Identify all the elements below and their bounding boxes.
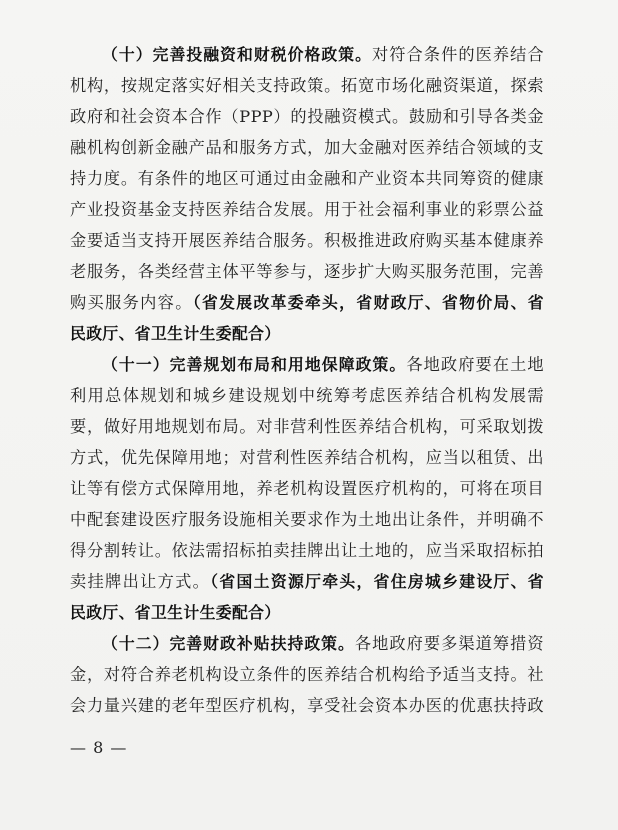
bold-text-segment: （十二）完善财政补贴扶持政策。 [102,634,355,653]
page-number: — 8 — [70,738,128,757]
bold-text-segment: 民政厅、省卫生计生委配合） [70,324,281,343]
text-segment: 利用总体规划和城乡建设规划中统筹考虑医养结合机构发展需 [70,386,544,405]
text-line [70,194,544,225]
text-segment: 金，对符合养老机构设立条件的医养结合机构给予适当支持。社 [70,665,544,684]
text-line [70,349,544,380]
text-segment: 购买服务内容。 [70,293,193,312]
text-line [70,473,544,504]
text-segment: 金要适当支持开展医养结合服务。积极推进政府购买基本健康养 [70,231,544,250]
text-line [70,132,544,163]
text-line [70,659,544,690]
text-segment: 政府和社会资本合作（PPP）的投融资模式。鼓励和引导各类金 [70,107,544,126]
text-line [70,70,544,101]
text-line [70,380,544,411]
text-line [70,535,544,566]
text-line [70,504,544,535]
text-segment: 卖挂牌出让方式。 [70,572,211,591]
text-segment: 要，做好用地规划布局。对非营利性医养结合机构，可采取划拨 [70,417,544,436]
bold-text-segment: （省发展改革委牵头，省财政厅、省物价局、省 [192,293,544,312]
text-segment: 持力度。有条件的地区可通过由金融和产业资本共同筹资的健康 [70,169,544,188]
text-segment: 机构，按规定落实好相关支持政策。拓宽市场化融资渠道，探索 [70,76,544,95]
text-line [70,287,544,318]
bold-text-segment: （十）完善投融资和财税价格政策。 [102,45,373,64]
text-segment: 中配套建设医疗服务设施相关要求作为土地出让条件，并明确不 [70,510,544,529]
text-line [70,690,544,721]
text-segment: 会力量兴建的老年型医疗机构，享受社会资本办医的优惠扶持政 [70,696,544,715]
text-line [70,256,544,287]
text-segment: 方式，优先保障用地；对营利性医养结合机构，应当以租赁、出 [70,448,544,467]
text-segment: 融机构创新金融产品和服务方式，加大金融对医养结合领域的支 [70,138,544,157]
text-segment: 各地政府要多渠道筹措资 [354,634,544,653]
text-line [70,101,544,132]
text-line [70,318,544,349]
text-segment: 各地政府要在土地 [406,355,544,374]
text-line [70,163,544,194]
text-segment: 让等有偿方式保障用地，养老机构设置医疗机构的，可将在项目 [70,479,544,498]
bold-text-segment: 民政厅、省卫生计生委配合） [70,603,281,622]
text-line [70,411,544,442]
text-line [70,442,544,473]
text-segment: 产业投资基金支持医养结合发展。用于社会福利事业的彩票公益 [70,200,544,219]
text-line [70,39,544,70]
body-text [70,39,544,721]
text-segment: 得分割转让。依法需招标拍卖挂牌出让土地的，应当采取招标拍 [70,541,544,560]
text-segment: 对符合条件的医养结合 [372,45,544,64]
text-segment: 老服务，各类经营主体平等参与，逐步扩大购买服务范围，完善 [70,262,544,281]
text-line [70,225,544,256]
bold-text-segment: （省国土资源厅牵头，省住房城乡建设厅、省 [210,572,544,591]
text-line [70,566,544,597]
text-line [70,597,544,628]
bold-text-segment: （十一）完善规划布局和用地保障政策。 [102,355,407,374]
text-line [70,628,544,659]
